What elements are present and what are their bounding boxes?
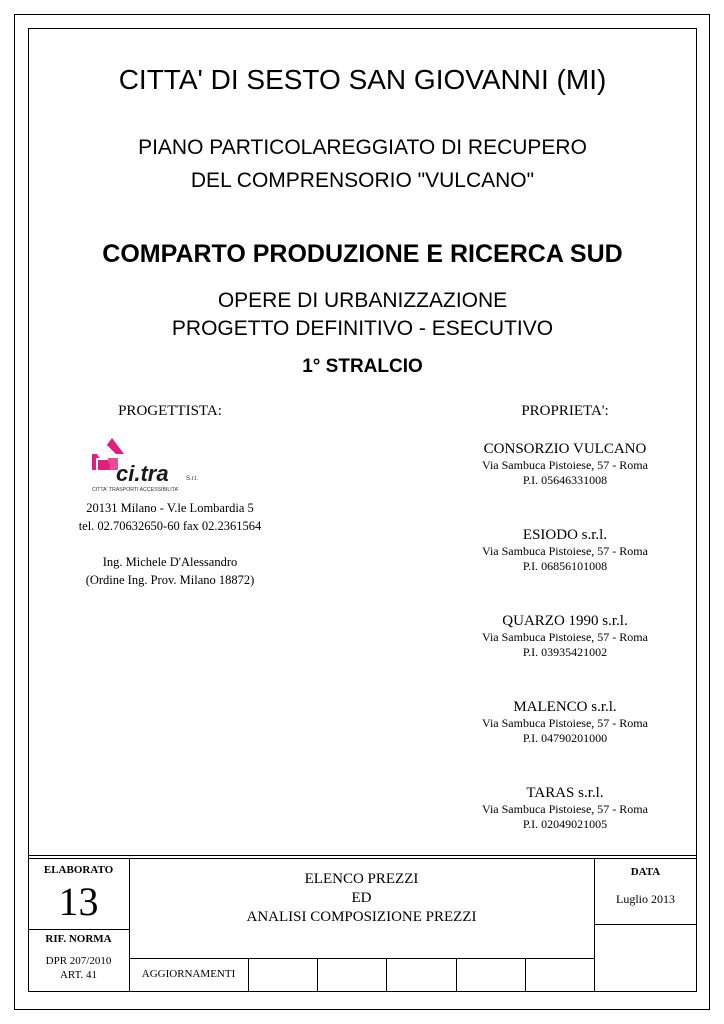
- owner-piva: P.I. 03935421002: [522, 645, 608, 659]
- description-line-3: ANALISI COMPOSIZIONE PREZZI: [246, 909, 477, 925]
- plan-line-1: PIANO PARTICOLAREGGIATO DI RECUPERO: [138, 136, 587, 159]
- aggiornamenti-cell-divider: [456, 958, 457, 992]
- title-block-top-rule: [28, 855, 697, 856]
- data-value: Luglio 2013: [616, 892, 675, 906]
- elaborato-label: ELABORATO: [43, 864, 114, 876]
- opere-title: [28, 287, 697, 343]
- progettista-address: 20131 Milano - V.le Lombardia 5: [86, 501, 254, 515]
- owner-address: Via Sambuca Pistoiese, 57 - Roma: [482, 630, 648, 644]
- owner-piva: P.I. 06856101008: [522, 559, 608, 573]
- owner-address: Via Sambuca Pistoiese, 57 - Roma: [482, 458, 648, 472]
- rif-norma-value: [28, 954, 129, 982]
- owner-address: Via Sambuca Pistoiese, 57 - Roma: [482, 802, 648, 816]
- progettista-order: (Ordine Ing. Prov. Milano 18872): [85, 573, 255, 587]
- elaborato-number: 13: [58, 879, 99, 924]
- owner-name: ESIODO s.r.l.: [522, 527, 608, 543]
- title-block-divider: [594, 858, 595, 992]
- stralcio-title: 1° STRALCIO: [302, 356, 423, 377]
- rif-norma-line-1: DPR 207/2010: [45, 955, 112, 967]
- owner-name: QUARZO 1990 s.r.l.: [502, 613, 628, 629]
- citra-logo-text: ci.tra: [116, 461, 169, 486]
- plan-title: [28, 131, 697, 197]
- owner-piva: P.I. 05646331008: [522, 473, 608, 487]
- document-description: [129, 870, 594, 927]
- owner-block: [430, 441, 700, 488]
- aggiornamenti-cell-divider: [248, 958, 249, 992]
- progettista-label: PROGETTISTA:: [118, 403, 222, 419]
- opere-line-2: PROGETTO DEFINITIVO - ESECUTIVO: [171, 317, 554, 340]
- citra-logo-suffix: S.r.l.: [186, 476, 199, 482]
- city-title: CITTA' DI SESTO SAN GIOVANNI (MI): [118, 64, 607, 95]
- title-block-rule: [594, 924, 697, 925]
- description-line-1: ELENCO PREZZI: [304, 871, 419, 887]
- rif-norma-label: RIF. NORMA: [45, 933, 112, 945]
- owner-piva: P.I. 04790201000: [522, 731, 608, 745]
- owner-address: Via Sambuca Pistoiese, 57 - Roma: [482, 544, 648, 558]
- rif-norma-line-2: ART. 41: [59, 969, 98, 981]
- title-block-rule: [28, 929, 129, 930]
- opere-line-1: OPERE DI URBANIZZAZIONE: [217, 289, 508, 312]
- comparto-title: COMPARTO PRODUZIONE E RICERCA SUD: [102, 240, 623, 268]
- citra-logo: [86, 432, 216, 494]
- owner-block: [430, 527, 700, 574]
- owner-name: MALENCO s.r.l.: [513, 699, 617, 715]
- progettista-engineer: Ing. Michele D'Alessandro: [102, 555, 238, 569]
- aggiornamenti-cell-divider: [525, 958, 526, 992]
- owner-name: TARAS s.r.l.: [526, 785, 604, 801]
- owner-name: CONSORZIO VULCANO: [483, 441, 647, 457]
- citra-logo-subtitle: CITTA' TRASPORTI ACCESSIBILITA': [92, 487, 179, 493]
- owner-block: [430, 613, 700, 660]
- progettista-engineer-block: [40, 553, 300, 589]
- progettista-phone: tel. 02.70632650-60 fax 02.2361564: [78, 519, 262, 533]
- description-line-2: ED: [351, 890, 372, 906]
- aggiornamenti-cell-divider: [386, 958, 387, 992]
- owner-piva: P.I. 02049021005: [522, 817, 608, 831]
- aggiornamenti-cell-divider: [317, 958, 318, 992]
- data-label: DATA: [630, 866, 661, 878]
- owner-block: [430, 785, 700, 832]
- progettista-contact: [40, 499, 300, 535]
- aggiornamenti-label: AGGIORNAMENTI: [141, 968, 236, 980]
- proprieta-label: PROPRIETA':: [521, 403, 609, 419]
- owner-block: [430, 699, 700, 746]
- plan-line-2: DEL COMPRENSORIO "VULCANO": [190, 169, 535, 192]
- owner-address: Via Sambuca Pistoiese, 57 - Roma: [482, 716, 648, 730]
